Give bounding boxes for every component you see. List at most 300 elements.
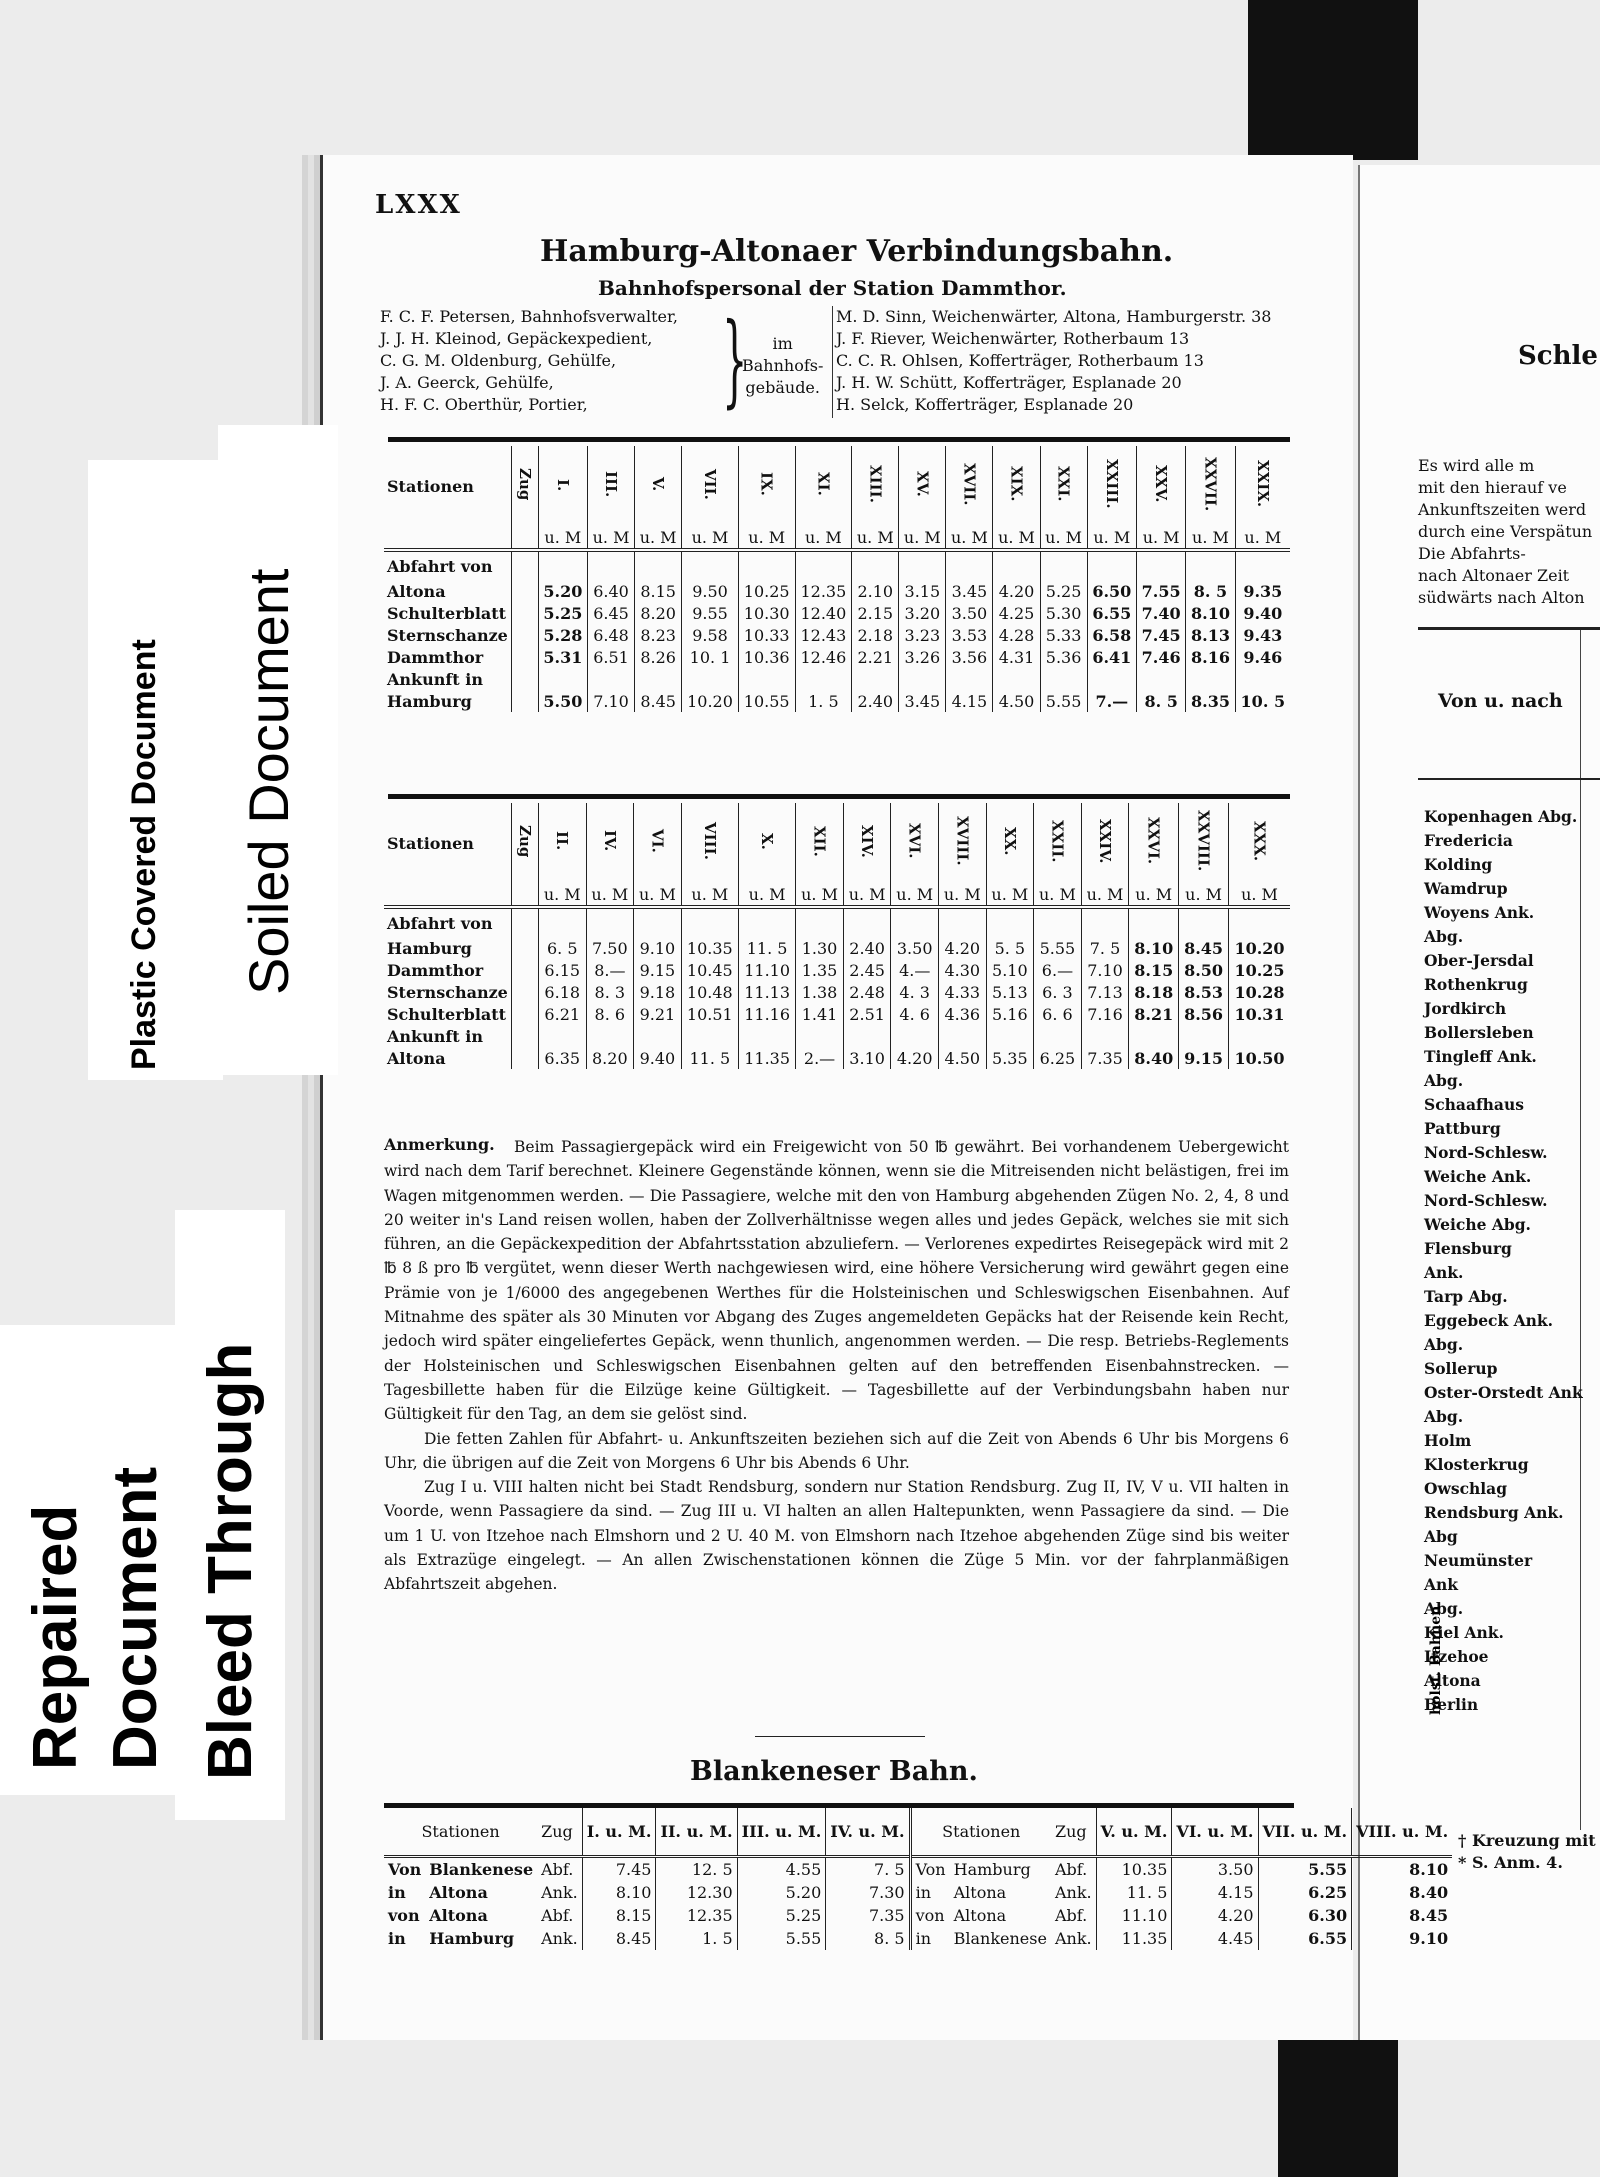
time-cell: 6.15 (538, 959, 586, 981)
zug-spacer (511, 690, 538, 712)
staff-divider (832, 306, 833, 418)
time-cell: 8.16 (1186, 646, 1235, 668)
bk-header-row (384, 1808, 1452, 1856)
table2-top-rule (388, 794, 1290, 799)
time-cell: 4. 3 (891, 981, 939, 1003)
time-cell: 10.28 (1234, 982, 1285, 1002)
train-number (891, 803, 939, 883)
train-number (843, 803, 891, 883)
time-cell: 5.10 (986, 959, 1034, 981)
time-cell: 2.18 (852, 624, 899, 646)
train-number (1186, 446, 1235, 526)
time-cell: 3.45 (946, 580, 993, 602)
station-line: Owschlag (1424, 1479, 1508, 1498)
time-cell: 1. 5 (795, 690, 852, 712)
train-number (538, 446, 587, 526)
station-line: Ank (1424, 1575, 1459, 1594)
time-cell (795, 668, 852, 690)
time-cell: 11.10 (738, 959, 795, 981)
right-rule2 (1418, 778, 1600, 780)
time-cell: 1.41 (796, 1003, 844, 1025)
time-cell: 10.36 (738, 646, 795, 668)
time-cell: 7.10 (588, 690, 635, 712)
bk-type: Abf. (541, 1905, 574, 1925)
time-cell (946, 550, 993, 580)
station-line: Neumünster (1424, 1551, 1533, 1570)
train-number (1179, 803, 1229, 883)
time-cell: 8.18 (1129, 981, 1179, 1003)
time-cell: 9.40 (1243, 603, 1283, 623)
unit-label: u. M (1186, 526, 1235, 550)
note-label: Anmerkung. (384, 1135, 503, 1154)
time-cell (588, 668, 635, 690)
time-cell (796, 907, 844, 937)
footnote-line: † Kreuzung mit (1458, 1831, 1596, 1850)
time-cell: 5.30 (1040, 602, 1087, 624)
bk-station: Altona (429, 1882, 488, 1902)
unit-label: u. M (1129, 883, 1179, 907)
bk-time: 8.45 (1352, 1904, 1453, 1927)
zug-spacer (511, 907, 538, 937)
train-number-label: XXVII. (1201, 456, 1220, 512)
bk-station: Altona (953, 1882, 1007, 1902)
station-line: Pattburg (1424, 1119, 1501, 1138)
time-cell: 9.50 (682, 580, 739, 602)
time-cell (538, 1025, 586, 1047)
time-cell: 8. 3 (586, 981, 634, 1003)
train-number (681, 803, 738, 883)
right-col-header: Von u. nach (1438, 690, 1563, 712)
time-cell (1179, 907, 1229, 937)
train-number-label: XIII. (866, 465, 885, 503)
bk-station: Hamburg (953, 1859, 1031, 1879)
time-cell: 4.15 (946, 690, 993, 712)
time-cell (1129, 1025, 1179, 1047)
time-cell (1081, 1025, 1129, 1047)
time-cell: 6.25 (1034, 1047, 1082, 1069)
time-cell (682, 550, 739, 580)
unit-label: u. M (843, 883, 891, 907)
time-cell: 4.33 (938, 981, 986, 1003)
train-number-label: IV. (600, 830, 619, 852)
train-number-label: VI. (648, 829, 667, 853)
zug-spacer (511, 550, 538, 580)
zug-spacer (511, 668, 538, 690)
time-cell: 3.45 (899, 690, 946, 712)
train-number-label: XV. (913, 471, 932, 497)
station-line: Flensburg (1424, 1239, 1512, 1258)
time-cell (1129, 907, 1179, 937)
bk-row (384, 1904, 1452, 1927)
train-number (538, 803, 586, 883)
bk-time: 5.55 (1258, 1856, 1352, 1881)
train-number-label: VIII. (700, 822, 719, 860)
time-cell: 10.30 (738, 602, 795, 624)
station-name: Hamburg (384, 690, 511, 712)
station-line: Abg. (1424, 927, 1464, 946)
time-cell: 7.13 (1081, 981, 1129, 1003)
train-number (946, 446, 993, 526)
bk-station: Blankenese (953, 1928, 1047, 1948)
station-line: Rendsburg Ank. (1424, 1503, 1564, 1522)
t1-zug-label: Zug (511, 446, 538, 526)
train-number (1136, 446, 1185, 526)
time-cell (986, 1025, 1034, 1047)
time-cell: 5.25 (1040, 580, 1087, 602)
time-cell: 6.51 (588, 646, 635, 668)
repaired-label-line1: Repaired (21, 1504, 90, 1770)
bk-time: 5.25 (737, 1904, 826, 1927)
time-cell (993, 668, 1040, 690)
right-heading: Schle (1518, 341, 1598, 371)
time-cell: 11.35 (738, 1047, 795, 1069)
time-cell (1081, 907, 1129, 937)
table1-top-rule (388, 437, 1290, 442)
bk-time: 6.30 (1258, 1904, 1352, 1927)
table-row (384, 959, 1290, 981)
time-cell: 2.40 (843, 937, 891, 959)
time-cell: 9.58 (682, 624, 739, 646)
bk-time: 6.55 (1258, 1927, 1352, 1950)
train-number-label: XXI. (1054, 466, 1073, 502)
t1-stations-label: Stationen (384, 446, 511, 526)
bk-time: 10.35 (1096, 1856, 1172, 1881)
train-number (1087, 446, 1136, 526)
station-line: Abg. (1424, 1407, 1464, 1426)
time-cell: 6.45 (588, 602, 635, 624)
train-number-label: XXIX. (1253, 460, 1272, 508)
bk-train: I. u. M. (582, 1808, 656, 1856)
zug-spacer (511, 646, 538, 668)
time-cell: 5.28 (538, 624, 587, 646)
bk-pre: von (910, 1904, 950, 1927)
bk-time: 8.40 (1352, 1881, 1453, 1904)
staff-mid-line: Bahnhofs- (742, 356, 824, 375)
time-cell: 4.25 (993, 602, 1040, 624)
train-number (588, 446, 635, 526)
station-name: Sternschanze (384, 981, 511, 1003)
train-number (986, 803, 1034, 883)
bk-time: 7.45 (582, 1856, 656, 1881)
bk-time: 5.55 (737, 1927, 826, 1950)
bk-row (384, 1881, 1452, 1904)
time-cell: 7. 5 (1081, 937, 1129, 959)
bk-type: Ank. (1054, 1882, 1092, 1902)
t2-zug-label: Zug (511, 803, 538, 883)
time-cell (891, 1025, 939, 1047)
bk-time: 8.15 (582, 1904, 656, 1927)
time-cell (588, 550, 635, 580)
note-paragraph-3: Zug I u. VIII halten nicht bei Stadt Rendsburg, sondern nur Station Rendsburg. Zug II, IV, V u. VII halten in Voorde, wenn Passagiere da sind. — Zug III u. VI halten an allen Haltepunkten, wenn Passagiere da sind. — Die um 1 U. von Itzehoe nach Elmshorn und 2 U. 40 M. von Elmshorn nach Itzehoe abgehenden Züge sind bis weiter als Extrazüge eingelegt. — An allen Zwischenstationen können die Züge 5 Min. vor der fahrplanmäßigen Abfahrtszeit abgehen. (384, 1478, 1289, 1594)
time-cell: 9.35 (1243, 581, 1283, 601)
t1-unit-row (384, 526, 1290, 550)
staff-line: H. Selck, Kofferträger, Esplanade 20 (836, 395, 1134, 414)
time-cell (1136, 550, 1185, 580)
staff-brace: } (722, 301, 748, 418)
time-cell (1235, 550, 1290, 580)
station-line: Kopenhagen Abg. (1424, 807, 1578, 826)
time-cell: 10.55 (738, 690, 795, 712)
time-cell: 11. 5 (681, 1047, 738, 1069)
train-number-label: XXVIII. (1194, 810, 1213, 872)
time-cell: 4.20 (993, 580, 1040, 602)
station-line: Ober-Jersdal (1424, 951, 1534, 970)
bk-train: IV. u. M. (826, 1808, 910, 1856)
time-cell: 5.50 (538, 690, 587, 712)
time-cell: 8.13 (1186, 624, 1235, 646)
time-cell: 6.55 (1087, 602, 1136, 624)
time-cell: 5.20 (538, 580, 587, 602)
time-cell: 9.10 (634, 937, 682, 959)
zug-spacer (511, 959, 538, 981)
time-cell: 6.18 (538, 981, 586, 1003)
time-cell: 12.35 (795, 580, 852, 602)
station-name: Ankunft in (384, 668, 511, 690)
table-row (384, 1025, 1290, 1047)
time-cell: 8.35 (1186, 690, 1235, 712)
intro-line: Die Abfahrts- (1418, 544, 1526, 563)
unit-label: u. M (899, 526, 946, 550)
bk-time: 3.50 (1172, 1856, 1258, 1881)
time-cell: 5.13 (986, 981, 1034, 1003)
train-number (682, 446, 739, 526)
time-cell: 3.50 (946, 602, 993, 624)
right-stations (1424, 805, 1583, 1717)
unit-label: u. M (986, 883, 1034, 907)
time-cell (538, 550, 587, 580)
station-line: Rothenkrug (1424, 975, 1528, 994)
train-number-label: II. (553, 831, 572, 851)
time-cell: 5.55 (1040, 690, 1087, 712)
time-cell: 5.31 (538, 646, 587, 668)
train-number-label: XIX. (1007, 466, 1026, 502)
zug-spacer (511, 624, 538, 646)
unit-label: u. M (681, 883, 738, 907)
staff-left (380, 306, 678, 416)
t2-stations-label: Stationen (384, 803, 511, 883)
unit-label: u. M (538, 526, 587, 550)
bk-pre: Von (388, 1859, 422, 1879)
station-line: Abg. (1424, 1071, 1464, 1090)
time-cell: 9.21 (634, 1003, 682, 1025)
station-line: Weiche Ank. (1424, 1167, 1532, 1186)
train-number (634, 803, 682, 883)
time-cell: 5.16 (986, 1003, 1034, 1025)
time-cell (635, 668, 682, 690)
time-cell: 7.35 (1081, 1047, 1129, 1069)
bk-time: 12. 5 (656, 1856, 737, 1881)
time-cell: 5.55 (1034, 937, 1082, 959)
station-line: Abg. (1424, 1599, 1464, 1618)
table-row (384, 624, 1290, 646)
time-cell (1040, 668, 1087, 690)
station-line: Oster-Orstedt Ank (1424, 1383, 1583, 1402)
train-number-label: XXV. (1152, 465, 1171, 503)
staff-line: C. C. R. Ohlsen, Kofferträger, Rotherbaum 13 (836, 351, 1204, 370)
unit-label: u. M (1244, 527, 1282, 547)
time-cell: 8.— (586, 959, 634, 981)
timetable-hamburg-altona (384, 803, 1290, 1069)
train-number (1129, 803, 1179, 883)
bk-train: VIII. u. M. (1352, 1808, 1453, 1856)
time-cell (681, 907, 738, 937)
unit-label: u. M (796, 883, 844, 907)
station-line: Kiel Ank. (1424, 1623, 1504, 1642)
staff-line: M. D. Sinn, Weichenwärter, Altona, Hamburgerstr. 38 (836, 307, 1272, 326)
bk-row (384, 1856, 1452, 1881)
time-cell: 2.10 (852, 580, 899, 602)
bk-time: 11. 5 (1096, 1881, 1172, 1904)
bk-time: 11.35 (1096, 1927, 1172, 1950)
station-line: Abg (1424, 1527, 1458, 1546)
time-cell (938, 1025, 986, 1047)
unit-label: u. M (738, 526, 795, 550)
time-cell: 4.50 (993, 690, 1040, 712)
staff-mid-line: gebäude. (745, 378, 820, 397)
time-cell: 11.16 (738, 1003, 795, 1025)
time-cell: 12.40 (795, 602, 852, 624)
time-cell: 4.36 (938, 1003, 986, 1025)
time-cell: 2.45 (843, 959, 891, 981)
time-cell: 8.50 (1179, 959, 1229, 981)
table-row (384, 907, 1290, 937)
station-name: Schulterblatt (384, 602, 511, 624)
station-line: Klosterkrug (1424, 1455, 1529, 1474)
train-number-label: XIV. (858, 824, 877, 858)
time-cell (1034, 907, 1082, 937)
time-cell: 3.50 (891, 937, 939, 959)
intro-line: südwärts nach Alton (1418, 588, 1585, 607)
zug-spacer (511, 580, 538, 602)
bk-station: Blankenese (429, 1859, 534, 1879)
station-name: Altona (384, 580, 511, 602)
time-cell: 6. 3 (1034, 981, 1082, 1003)
t2-unit-row (384, 883, 1290, 907)
bk-time: 4.55 (737, 1856, 826, 1881)
time-cell (1229, 1025, 1290, 1047)
time-cell: 5.36 (1040, 646, 1087, 668)
time-cell: 7.50 (586, 937, 634, 959)
time-cell: 10.25 (738, 580, 795, 602)
time-cell: 9.55 (682, 602, 739, 624)
train-number-label: VII. (701, 468, 720, 500)
train-number-label: XXII. (1048, 819, 1067, 863)
time-cell: 4.28 (993, 624, 1040, 646)
time-cell: 7.55 (1136, 580, 1185, 602)
bk-pre: in (910, 1927, 950, 1950)
soiled-label: Soiled Document (237, 568, 300, 995)
time-cell: 10.45 (681, 959, 738, 981)
bk-time: 8. 5 (826, 1927, 910, 1950)
bk-train: III. u. M. (737, 1808, 826, 1856)
bk-pre: Von (910, 1856, 950, 1881)
unit-label: u. M (795, 526, 852, 550)
time-cell: 8.26 (635, 646, 682, 668)
time-cell: 6.50 (1087, 580, 1136, 602)
bk-train: V. u. M. (1096, 1808, 1172, 1856)
bk-pre: von (388, 1905, 420, 1925)
time-cell (586, 1025, 634, 1047)
time-cell: 4.20 (891, 1047, 939, 1069)
time-cell: 4.20 (938, 937, 986, 959)
zug-spacer (511, 937, 538, 959)
unit-label: u. M (1081, 883, 1129, 907)
timetable-blankenese (384, 1808, 1452, 1950)
unit-label: u. M (852, 526, 899, 550)
time-cell (852, 668, 899, 690)
time-cell: 8. 5 (1136, 690, 1185, 712)
bk-time: 7.35 (826, 1904, 910, 1927)
time-cell (681, 1025, 738, 1047)
unit-label: u. M (634, 883, 682, 907)
train-number-label: V. (649, 477, 668, 492)
time-cell (843, 907, 891, 937)
bk-time: 1. 5 (656, 1927, 737, 1950)
time-cell: 8. 6 (586, 1003, 634, 1025)
station-line: Bollersleben (1424, 1023, 1534, 1042)
station-line: Kolding (1424, 855, 1493, 874)
train-number (738, 446, 795, 526)
bk-time: 9.10 (1352, 1927, 1453, 1950)
staff-mid (742, 333, 823, 399)
time-cell (1186, 668, 1235, 690)
table-row (384, 550, 1290, 580)
time-cell (635, 550, 682, 580)
time-cell (738, 1025, 795, 1047)
time-cell: 8.23 (635, 624, 682, 646)
table-row (384, 580, 1290, 602)
train-number (1235, 446, 1290, 526)
staff-right (836, 306, 1271, 416)
time-cell (843, 1025, 891, 1047)
intro-line: Es wird alle m (1418, 456, 1535, 475)
time-cell (993, 550, 1040, 580)
time-cell: 11.13 (738, 981, 795, 1003)
time-cell (899, 668, 946, 690)
train-number (993, 446, 1040, 526)
unit-label: u. M (1241, 884, 1278, 904)
train-number-label: XVIII. (953, 816, 972, 866)
time-cell (891, 907, 939, 937)
unit-label: u. M (586, 883, 634, 907)
station-name: Abfahrt von (384, 907, 511, 937)
bk-pre: in (388, 1928, 406, 1948)
time-cell: 3.20 (899, 602, 946, 624)
time-cell: 8.15 (635, 580, 682, 602)
time-cell: 8.56 (1179, 1003, 1229, 1025)
time-cell: 5.35 (986, 1047, 1034, 1069)
t2-header-row (384, 803, 1290, 883)
station-line: Schaafhaus (1424, 1095, 1524, 1114)
bk-type: Abf. (1054, 1859, 1088, 1879)
station-name: Sternschanze (384, 624, 511, 646)
staff-line: C. G. M. Oldenburg, Gehülfe, (380, 351, 617, 370)
station-line: Sollerup (1424, 1359, 1498, 1378)
train-number (635, 446, 682, 526)
time-cell (852, 550, 899, 580)
right-footnotes (1458, 1830, 1596, 1874)
time-cell: 6.35 (538, 1047, 586, 1069)
station-line: Nord-Schlesw. (1424, 1143, 1548, 1162)
time-cell (1179, 1025, 1229, 1047)
train-number (1081, 803, 1129, 883)
time-cell: 9.46 (1243, 647, 1283, 667)
train-number (852, 446, 899, 526)
time-cell: 8.21 (1129, 1003, 1179, 1025)
time-cell: 5.25 (538, 602, 587, 624)
train-number-label: III. (602, 470, 621, 498)
time-cell: 6.21 (538, 1003, 586, 1025)
